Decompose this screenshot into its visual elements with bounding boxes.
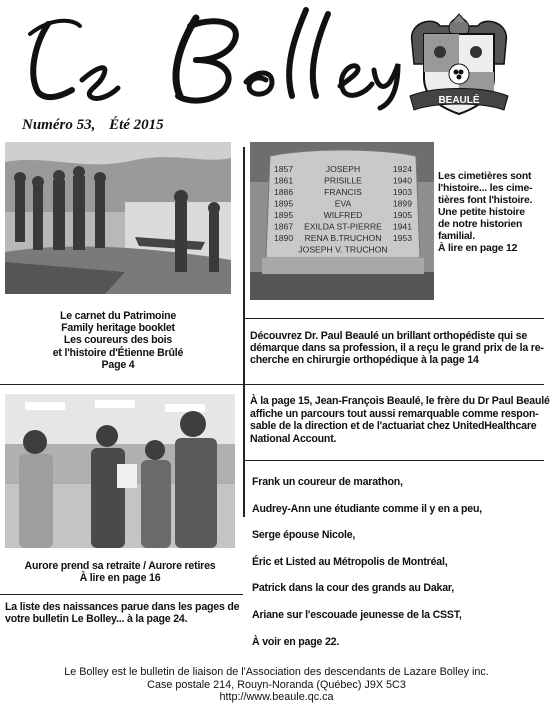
tombstone-text: 1899 — [392, 198, 412, 209]
tombstone-text: JOSEPH V. TRUCHON — [298, 244, 388, 255]
list-item: À voir en page 22. — [252, 635, 340, 648]
tombstone-text: 1905 — [392, 210, 412, 220]
caption-aurore-line: À lire en page 16 — [79, 572, 161, 585]
list-item: Patrick dans la cour des grands au Dakar, — [252, 582, 454, 595]
issue-number: Numéro 53, — [22, 117, 96, 133]
caption-cimetieres-line: Une petite histoire — [438, 207, 525, 218]
article-jean-francois-line: À la page 15, Jean-François Beaulé, le frère du Dr Paul Beaulé — [250, 395, 550, 407]
list-item: Serge épouse Nicole, — [252, 529, 356, 542]
tombstone-text: 1903 — [392, 187, 412, 197]
tombstone-text: 1861 — [274, 175, 294, 186]
tombstone-text: 1941 — [392, 221, 412, 232]
caption-patrimoine-line: Family heritage booklet — [61, 322, 175, 335]
caption-patrimoine-line: Les coureurs des bois — [63, 334, 173, 347]
tombstone-text: 1940 — [392, 175, 412, 186]
article-jean-francois-line: sable de la direction et de l'actuariat chez UnitedHealthcare — [250, 420, 537, 433]
caption-cimetieres-line: familial. — [438, 231, 475, 242]
crest-shield-icon — [404, 12, 514, 120]
caption-aurore — [5, 560, 235, 584]
tombstone-text: PRISILLE — [324, 175, 362, 186]
column-divider — [243, 147, 245, 517]
caption-patrimoine-line: et l'histoire d'Étienne Brûlé — [52, 346, 184, 359]
tombstone-text: 1886 — [274, 187, 294, 197]
family-crest — [404, 12, 514, 120]
photo-coureurs-des-bois — [5, 142, 231, 294]
caption-cimetieres-line: de notre historien — [438, 219, 523, 230]
tombstone-text: 1890 — [274, 233, 294, 243]
issue-season: Été 2015 — [109, 117, 164, 133]
photo-tombstone — [250, 142, 434, 300]
tombstone-text: EXILDA ST-PIERRE — [304, 221, 382, 232]
caption-cimetieres — [438, 171, 548, 255]
footer — [0, 666, 553, 704]
tombstone-text: 1924 — [392, 164, 412, 174]
masthead-script — [10, 4, 410, 112]
photo-aurore-retirement — [5, 394, 235, 548]
list-item: Ariane sur l'escouade jeunesse de la CSST, — [252, 608, 462, 621]
divider-top-right — [244, 318, 544, 319]
list-item: Frank un coureur de marathon, — [252, 476, 403, 488]
article-dr-paul-line: Découvrez Dr. Paul Beaulé un brillant orthopédiste qui se — [250, 330, 528, 342]
issue-line — [22, 117, 164, 134]
footer-link[interactable]: http://www.beaule.qc.ca — [219, 691, 334, 703]
caption-patrimoine — [5, 310, 231, 371]
tombstone-text: RENA B.TRUCHON — [304, 233, 382, 243]
divider-middle — [0, 384, 544, 385]
tombstone-text: WILFRED — [323, 210, 363, 220]
tombstone-text: FRANCIS — [324, 187, 362, 197]
tombstone-text: 1857 — [274, 164, 294, 174]
tombstone-text: EVA — [334, 198, 352, 209]
caption-cimetieres-line: l'histoire... les cime- — [438, 183, 533, 194]
tombstone-text: 1895 — [274, 210, 294, 220]
tombstone-text: JOSEPH — [325, 164, 361, 174]
masthead-title — [10, 4, 410, 112]
article-dr-paul-line: démarque dans sa profession, il a reçu le grand prix de la re- — [250, 342, 544, 355]
list-item: Éric et Listed au Métropolis de Montréal, — [252, 555, 448, 568]
caption-patrimoine-line: Le carnet du Patrimoine — [59, 310, 177, 322]
article-jean-francois — [250, 395, 550, 445]
caption-cimetieres-line: Les cimetières sont — [438, 171, 532, 182]
caption-cimetieres-line: À lire en page 12 — [438, 243, 518, 254]
article-jean-francois-line: National Account. — [250, 432, 337, 445]
article-list — [252, 476, 542, 662]
article-naissances-line: La liste des naissances parue dans les pages de — [5, 601, 240, 613]
caption-patrimoine-line: Page 4 — [101, 358, 135, 371]
caption-aurore-line: Aurore prend sa retraite / Aurore retires — [24, 560, 216, 572]
list-item: Audrey-Ann une étudiante comme il y en a peu, — [252, 502, 482, 515]
article-dr-paul — [250, 330, 542, 367]
article-dr-paul-line: cherche en chirurgie orthopédique à la page 14 — [250, 354, 479, 367]
article-jean-francois-line: affiche un parcours tout aussi remarquable comme respon- — [250, 407, 539, 420]
article-naissances — [5, 601, 241, 625]
divider-lower-right — [244, 460, 544, 461]
crest-banner-text: BEAULÉ — [438, 95, 480, 106]
divider-left-lower — [0, 594, 243, 595]
footer-line: Le Bolley est le bulletin de liaison de l'Association des descendants de Lazare Bolley inc. — [64, 666, 489, 678]
tombstone-text: 1953 — [392, 233, 412, 243]
caption-cimetieres-line: tières font l'histoire. — [438, 195, 533, 206]
tombstone-text: 1867 — [274, 221, 294, 232]
footer-line: Case postale 214, Rouyn-Noranda (Québec) J9X 5C3 — [147, 678, 406, 691]
article-naissances-line: votre bulletin Le Bolley... à la page 24. — [5, 613, 188, 626]
tombstone-text: 1895 — [274, 198, 294, 209]
